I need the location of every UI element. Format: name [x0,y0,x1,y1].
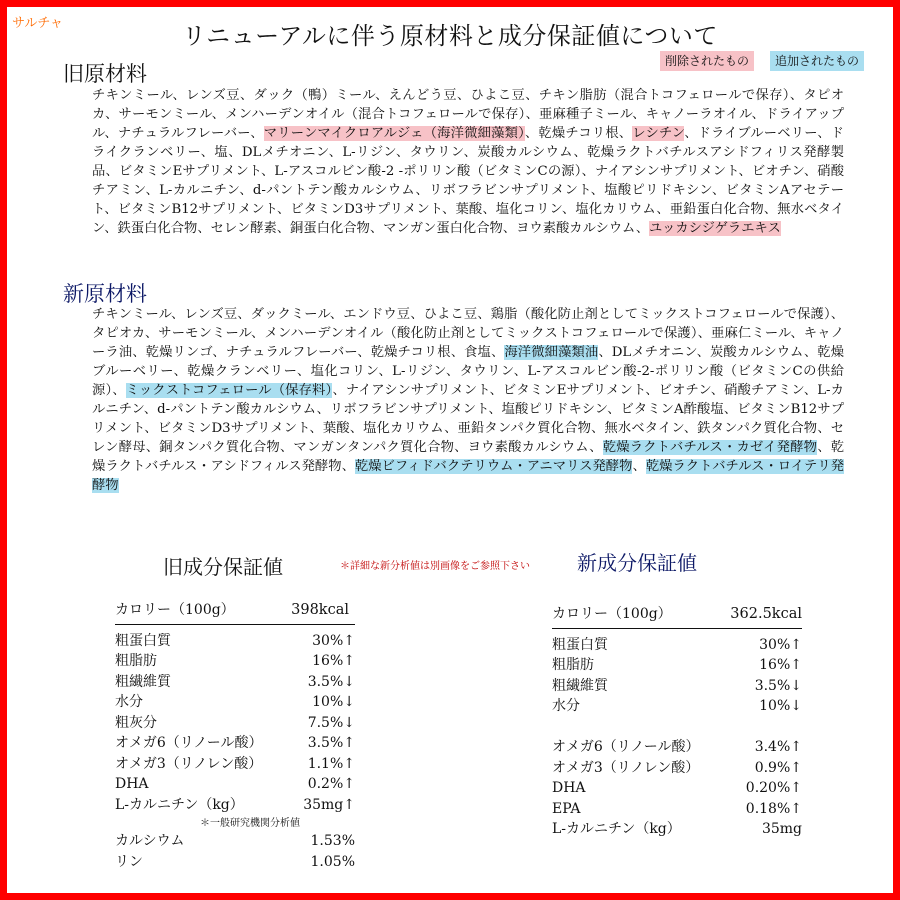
nutrient-label: リン [115,853,143,870]
brand-label: サルチャ [12,16,63,31]
nutrient-value: 16%↑ [312,653,355,669]
analysis-row [115,713,355,734]
deleted-ingredient: ユッカシジゲラエキス [649,221,781,236]
nutrient-value: 10%↓ [312,694,355,710]
legend-added: 追加されたもの [770,51,864,71]
nutrient-label: DHA [115,776,149,792]
nutrient-label: EPA [552,800,581,817]
old-analysis-rows [115,631,355,816]
table-divider [115,624,355,625]
nutrient-label: L-カルニチン（kg） [552,821,681,837]
nutrient-value: 0.2%↑ [307,776,355,792]
analysis-row [552,696,802,717]
nutrient-value: 7.5%↓ [307,714,355,731]
nutrient-value: 30%↑ [312,632,355,649]
analysis-row [552,799,802,820]
old-analysis-extra-rows [115,831,355,872]
analysis-row [552,819,802,840]
added-ingredient: 海洋微細藻類油 [504,345,599,360]
added-ingredient: ミックストコフェロール（保存料） [125,383,333,398]
nutrient-value: 1.53% [310,833,355,849]
new-analysis-table [552,604,802,840]
nutrient-value: 1.1%↑ [307,755,355,772]
new-ingredients-text [92,305,844,495]
nutrient-label: カルシウム [115,833,185,849]
nutrient-label: オメガ3（リノレン酸） [115,755,263,772]
ingredient-text: 、ナイアシンサプリメント、ビタミンEサプリメント、ビオチン、硝酸チアミン、L-カルニチン、d-パントテン酸カルシウム、リボフラビンサプリメント、塩酸ピリドキシン、ビタミンA酢酸塩、ビタミンB12サプリメント、ビタミンD3サプリメント、葉酸、塩化カリウム、亜鉛タンパク質化合物、無水ベタイン、鉄タンパク質化合物、セレン酵母、銅タンパク質化合物、マンガンタンパク質化合物、ヨウ素酸カルシウム、 [92,383,844,455]
nutrient-label: 水分 [552,698,580,714]
calorie-value: 398kcal [291,602,349,618]
analysis-row [115,692,355,713]
calorie-label: カロリー（100g） [115,602,235,618]
old-ingredients-text [92,86,844,238]
calorie-value: 362.5kcal [730,606,802,622]
nutrient-value: 35mg [761,821,802,837]
nutrient-label: 粗脂肪 [115,653,157,669]
analysis-row [552,655,802,676]
nutrient-label: 水分 [115,694,143,710]
nutrient-value: 0.20%↑ [745,780,802,796]
old-ingredients-heading: 旧原材料 [63,62,147,86]
nutrient-label: L-カルニチン（kg） [115,796,244,813]
nutrient-value: 16%↑ [759,657,802,673]
page-title: リニューアルに伴う原材料と成分保証値について [182,22,718,50]
analysis-row [115,852,355,873]
nutrient-value: 10%↓ [759,698,802,714]
ingredient-text: 、ドライブルーベリー、ドライクランベリー、塩、DLメチオニン、L-リジン、タウリン、炭酸カルシウム、乾燥ラクトバチルスアシドフィリス発酵製品、ビタミンEサプリメント、L-アスコルビン酸-2 -ポリリン酸（ビタミンCの源）、ナイアシンサプリメント、ビオチン、硝酸チアミン、L-カルニチン、d-パントテン酸カルシウム、リボフラビンサプリメント、塩酸ピリドキシン、ビタミンAアセテート、ビタミンB12サプリメント、ビタミンD3サプリメント、葉酸、塩化コリン、塩化カリウム、亜鉛蛋白化合物、無水ベタイン、鉄蛋白化合物、セレン酵素、銅蛋白化合物、マンガン蛋白化合物、ヨウ素酸カルシウム、 [92,126,844,236]
old-analysis-heading: 旧成分保証値 [163,555,283,579]
old-analysis-table [115,600,355,872]
nutrient-value: 3.4%↑ [754,739,802,755]
nutrient-value: 3.5%↑ [307,735,355,751]
old-calorie-row [115,600,355,621]
nutrient-label: 粗蛋白質 [115,632,171,649]
new-calorie-row [552,604,802,625]
analysis-row [552,737,802,758]
table-divider [552,628,802,629]
analysis-row [115,831,355,852]
nutrient-label: オメガ3（リノレン酸） [552,759,700,776]
analysis-row [115,795,355,816]
added-ingredient: 乾燥ラクトバチルス・カゼイ発酵物 [602,440,818,455]
analysis-row [115,631,355,652]
nutrient-label: 粗灰分 [115,714,157,731]
nutrient-label: 粗繊維質 [552,677,608,694]
nutrient-value: 0.18%↑ [745,800,802,817]
legend-deleted: 削除されたもの [660,51,754,71]
analysis-row [115,754,355,775]
nutrient-label: DHA [552,780,586,796]
nutrient-value: 3.5%↓ [754,677,802,694]
nutrient-value: 0.9%↑ [754,759,802,776]
deleted-ingredient: レシチン [632,126,685,141]
added-ingredient: 乾燥ビフィドバクテリウム・アニマリス発酵物 [354,459,633,474]
new-analysis-heading: 新成分保証値 [577,551,697,575]
analysis-row [552,635,802,656]
deleted-ingredient: マリーンマイクロアルジェ（海洋微細藻類） [263,126,525,141]
ingredient-text: チキンミール、レンズ豆、ダック（鴨）ミール、えんどう豆、ひよこ豆、チキン脂肪（混合トコフェロールで保存）、タピオカ、サーモンミール、メンハーデンオイル（混合トコフェロールで保存）、亜麻種子ミール、キャノーラオイル、ドライアップル、ナチュラルフレーバー、 [92,88,844,141]
nutrient-label: オメガ6（リノール酸） [115,735,263,751]
calorie-label: カロリー（100g） [552,606,672,622]
ingredient-text: 、DLメチオニン、炭酸カルシウム、乾燥ブルーベリー、乾燥クランベリー、塩化コリン、L-リジン、タウリン、L-アスコルビン酸-2-ポリリン酸（ビタミンCの供給源）、 [92,345,845,398]
ingredient-text: チキンミール、レンズ豆、ダックミール、エンドウ豆、ひよこ豆、鶏脂（酸化防止剤としてミックストコフェロールで保護）、タピオカ、サーモンミール、メンハーデンオイル（酸化防止剤としてミックストコフェロールで保護）、亜麻仁ミール、キャノーラ油、乾燥リンゴ、ナチュラルフレーバー、乾燥チコリ根、食塩、 [92,307,844,360]
nutrient-value: 35mg↑ [303,796,355,813]
new-analysis-rows-2 [552,737,802,840]
nutrient-label: 粗繊維質 [115,673,171,690]
old-analysis-footnote: ＊一般研究機関分析値 [200,818,300,829]
ingredient-text: 、乾燥チコリ根、 [524,126,633,141]
analysis-row [115,651,355,672]
analysis-note: ＊詳細な新分析値は別画像をご参照下さい [340,561,530,572]
nutrient-value: 1.05% [310,853,355,870]
added-ingredient: 乾燥ラクトバチルス・ロイテリ発酵物 [92,459,845,493]
ingredient-text: 、 [632,459,646,474]
nutrient-value: 30%↑ [759,636,802,653]
analysis-row [552,778,802,799]
analysis-row [552,676,802,697]
nutrient-value: 3.5%↓ [307,673,355,690]
analysis-row [552,758,802,779]
new-ingredients-heading: 新原材料 [63,282,147,306]
nutrient-label: オメガ6（リノール酸） [552,739,700,755]
analysis-row [115,774,355,795]
analysis-row [115,672,355,693]
ingredient-text: 、乾燥ラクトバチルス・アシドフィルス発酵物、 [92,440,844,474]
table-gap [552,717,802,738]
analysis-row [115,733,355,754]
new-analysis-rows [552,635,802,717]
nutrient-label: 粗脂肪 [552,657,594,673]
nutrient-label: 粗蛋白質 [552,636,608,653]
